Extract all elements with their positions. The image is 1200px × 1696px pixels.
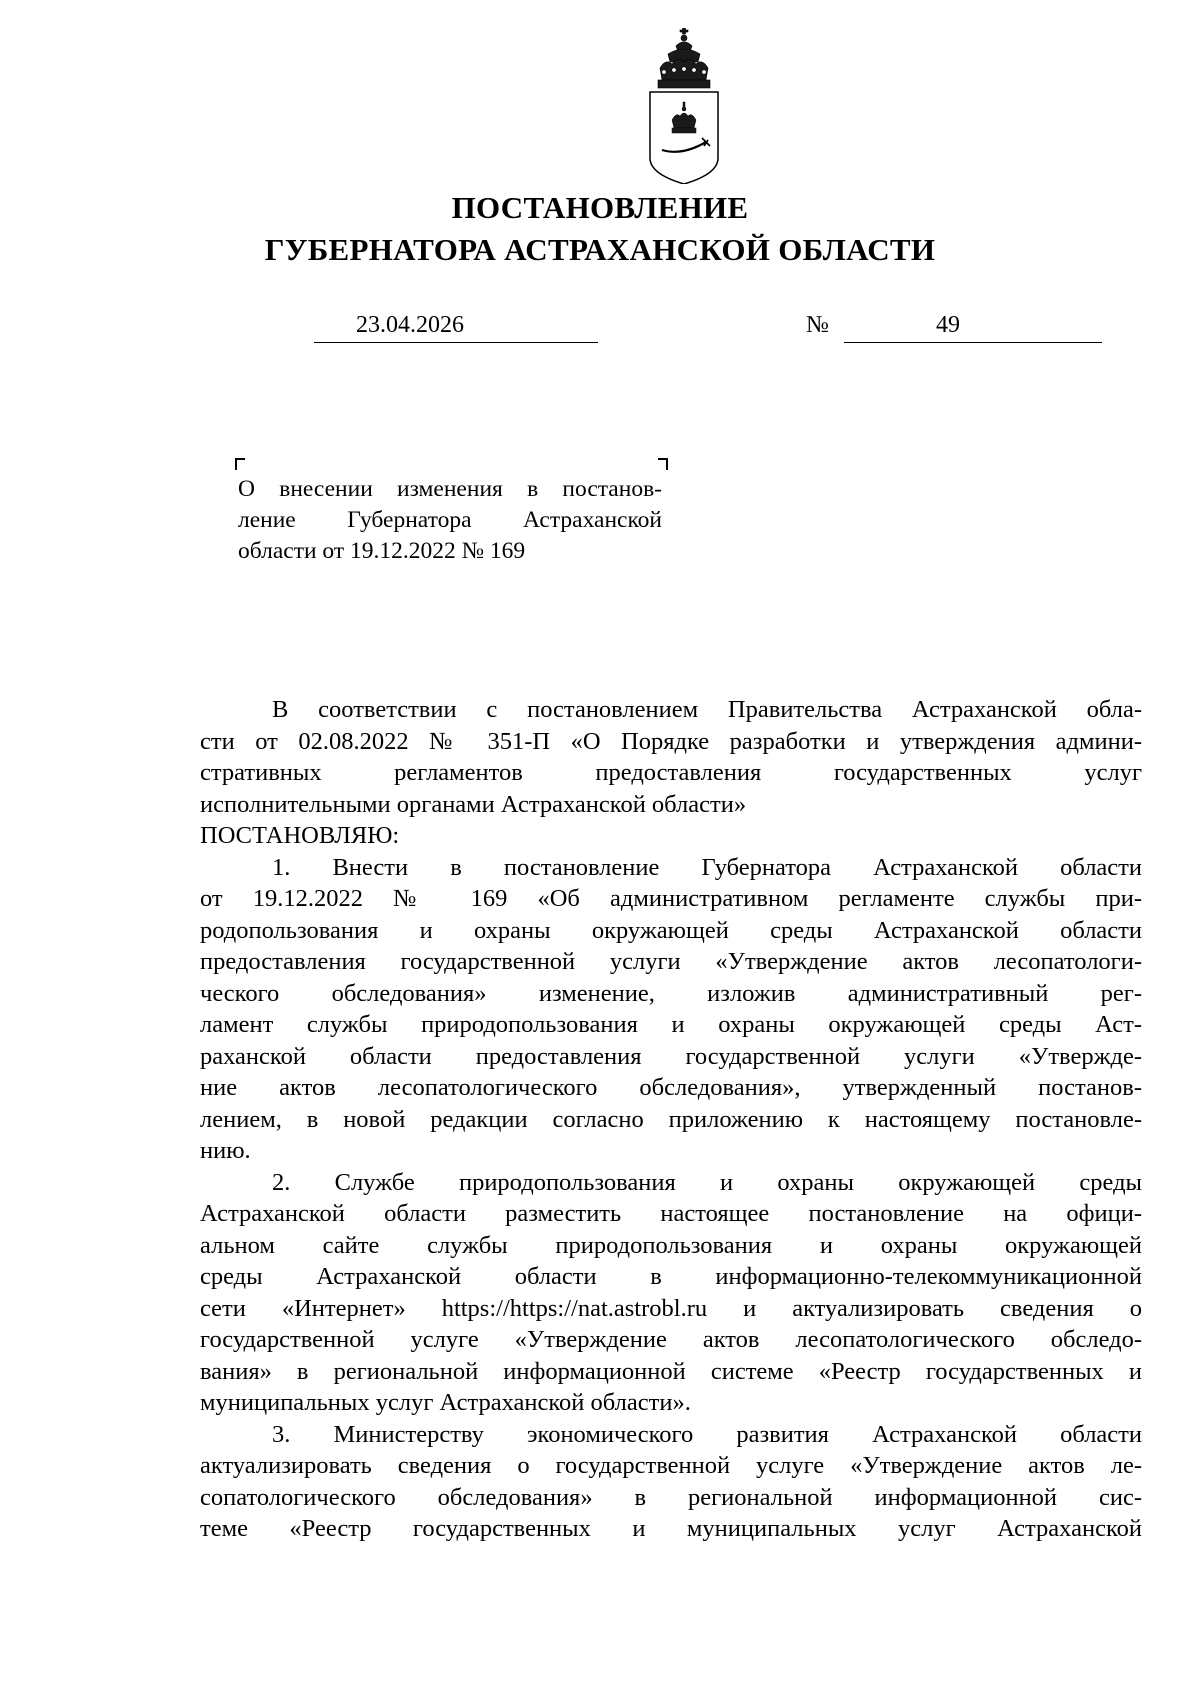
document-title: ПОСТАНОВЛЕНИЕ — [451, 190, 749, 225]
subject-corner-right — [658, 458, 668, 470]
subject-line: области от 19.12.2022 № 169 — [238, 538, 526, 564]
body-line: теме «Реестр государственных и муниципальных услуг Астраханской — [200, 1515, 1142, 1542]
document-number: 49 — [936, 312, 960, 338]
body-line: ческого обследования» изменение, изложив административный рег- — [200, 979, 1142, 1007]
document-number-label: № — [806, 312, 829, 338]
body-line-item-2: 2. Службе природопользования и охраны окружающей среды — [272, 1168, 1142, 1196]
body-line: альном сайте службы природопользования и охраны окружающей — [200, 1231, 1142, 1259]
body-line: родопользования и охраны окружающей среды Астраханской области — [200, 916, 1142, 944]
body-line: ние актов лесопатологического обследования», утвержденный постанов- — [200, 1074, 1142, 1101]
body-line-item-1: 1. Внести в постановление Губернатора Астраханской области — [272, 853, 1142, 881]
body-line: сопатологического обследования» в региональной информационной сис- — [200, 1483, 1142, 1511]
body-line: предоставления государственной услуги «Утверждение актов лесопатологи- — [200, 948, 1142, 975]
body-line: ламент службы природопользования и охраны окружающей среды Аст- — [200, 1011, 1142, 1038]
body-line: государственной услуге «Утверждение актов лесопатологического обследо- — [200, 1326, 1142, 1353]
body-line: исполнительными органами Астраханской области» — [200, 790, 747, 818]
document-number-field — [844, 308, 1102, 343]
document-body — [200, 694, 1142, 1545]
subject-line: О внесении изменения в постанов- — [238, 476, 662, 502]
astrakhan-coat-of-arms-icon — [646, 28, 722, 184]
document-issuer: ГУБЕРНАТОРА АСТРАХАНСКОЙ ОБЛАСТИ — [264, 232, 936, 267]
body-line: сети «Интернет» https://https://nat.astrobl.ru и актуализировать сведения о — [200, 1294, 1142, 1322]
body-line: стративных регламентов предоставления государственных услуг — [200, 759, 1142, 786]
body-line: В соответствии с постановлением Правительства Астраханской обла- — [272, 696, 1142, 723]
body-line: среды Астраханской области в информационно-телекоммуникационной — [200, 1263, 1142, 1290]
body-line-item-3: 3. Министерству экономического развития Астраханской области — [272, 1420, 1142, 1448]
body-line: муниципальных услуг Астраханской области». — [200, 1389, 691, 1416]
document-date: 23.04.2026 — [356, 312, 464, 338]
subject-line: ление Губернатора Астраханской — [238, 507, 662, 533]
body-line: вания» в региональной информационной системе «Реестр государственных и — [200, 1357, 1142, 1385]
body-line: лением, в новой редакции согласно приложению к настоящему постановле- — [200, 1105, 1142, 1133]
body-line-decree: ПОСТАНОВЛЯЮ: — [200, 822, 400, 849]
subject-corner-left — [235, 458, 245, 470]
body-line: нию. — [200, 1137, 251, 1164]
body-line: сти от 02.08.2022 № 351-П «О Порядке разработки и утверждения админи- — [200, 727, 1142, 755]
body-line: актуализировать сведения о государственной услуге «Утверждение актов ле- — [200, 1452, 1142, 1479]
body-line: Астраханской области разместить настоящее постановление на офици- — [200, 1200, 1142, 1227]
body-line: раханской области предоставления государственной услуги «Утвержде- — [200, 1042, 1142, 1070]
body-line: от 19.12.2022 № 169 «Об административном регламенте службы при- — [200, 885, 1142, 912]
document-subject — [238, 474, 662, 567]
document-date-field — [314, 308, 598, 343]
